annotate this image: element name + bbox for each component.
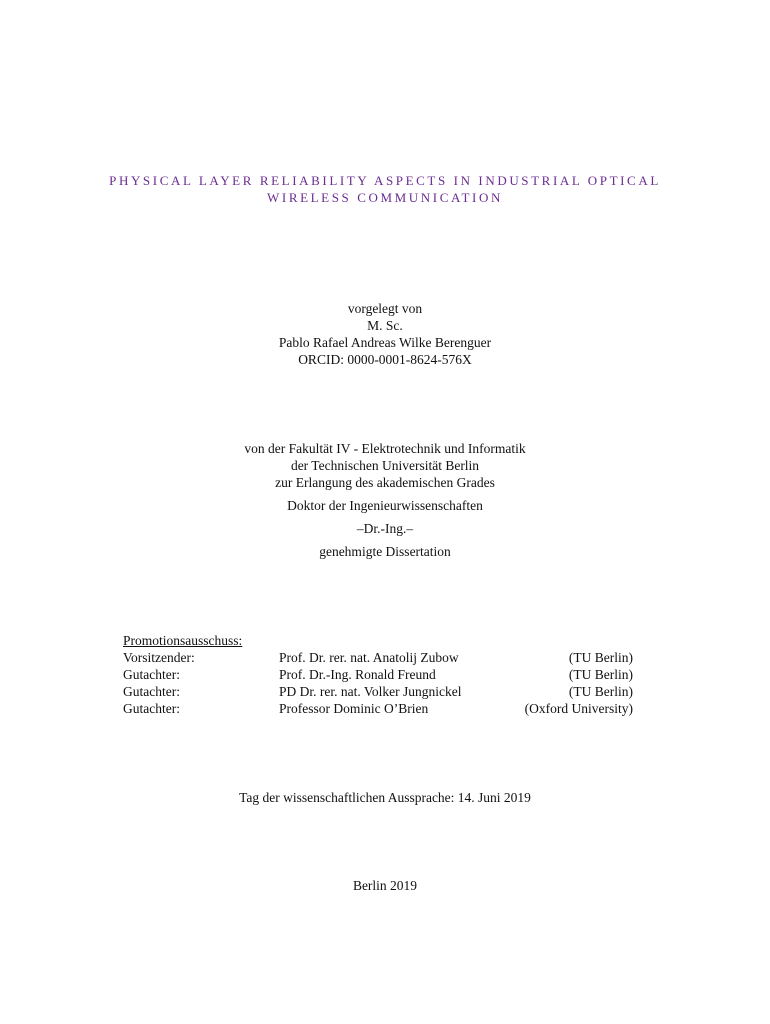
committee-member-name: PD Dr. rer. nat. Volker Jungnickel	[279, 684, 462, 699]
faculty-block	[0, 440, 770, 560]
committee-affiliation: (TU Berlin)	[568, 650, 633, 665]
defense-date: Tag der wissenschaftlichen Aussprache: 14. Juni 2019	[239, 790, 531, 805]
faculty-line-3: zur Erlangung des akademischen Grades	[275, 475, 495, 490]
committee-role: Gutachter:	[123, 684, 180, 699]
committee-member-name: Prof. Dr.-Ing. Ronald Freund	[279, 667, 436, 682]
committee-affiliation: (TU Berlin)	[568, 684, 633, 699]
approval-note: genehmigte Dissertation	[319, 544, 451, 559]
thesis-title-line-2: WIRELESS COMMUNICATION	[267, 190, 503, 205]
place-and-year: Berlin 2019	[352, 878, 418, 893]
thesis-title-line-1: PHYSICAL LAYER RELIABILITY ASPECTS IN INDUSTRIAL OPTICAL	[109, 173, 661, 188]
faculty-line-2: der Technischen Universität Berlin	[290, 458, 480, 473]
committee-role: Gutachter:	[123, 667, 180, 682]
committee-role: Gutachter:	[123, 701, 180, 716]
committee-section	[123, 632, 633, 717]
degree-abbreviation: –Dr.-Ing.–	[356, 521, 414, 536]
committee-member-name: Professor Dominic O’Brien	[279, 701, 429, 716]
committee-row	[123, 700, 633, 717]
committee-row	[123, 666, 633, 683]
committee-affiliation: (TU Berlin)	[568, 667, 633, 682]
committee-role: Vorsitzender:	[123, 650, 195, 665]
faculty-line-1: von der Fakultät IV - Elektrotechnik und Informatik	[244, 441, 526, 456]
committee-affiliation: (Oxford University)	[524, 701, 633, 716]
author-degree: M. Sc.	[367, 318, 403, 333]
committee-member-name: Prof. Dr. rer. nat. Anatolij Zubow	[279, 650, 459, 665]
author-name: Pablo Rafael Andreas Wilke Berenguer	[278, 335, 492, 350]
thesis-title	[0, 172, 770, 206]
degree-title: Doktor der Ingenieurwissenschaften	[287, 498, 483, 513]
committee-row	[123, 683, 633, 700]
author-block	[0, 300, 770, 368]
committee-row	[123, 649, 633, 666]
presented-by-label: vorgelegt von	[347, 301, 423, 316]
committee-heading: Promotionsausschuss:	[123, 633, 243, 648]
author-orcid: ORCID: 0000-0001-8624-576X	[298, 352, 472, 367]
